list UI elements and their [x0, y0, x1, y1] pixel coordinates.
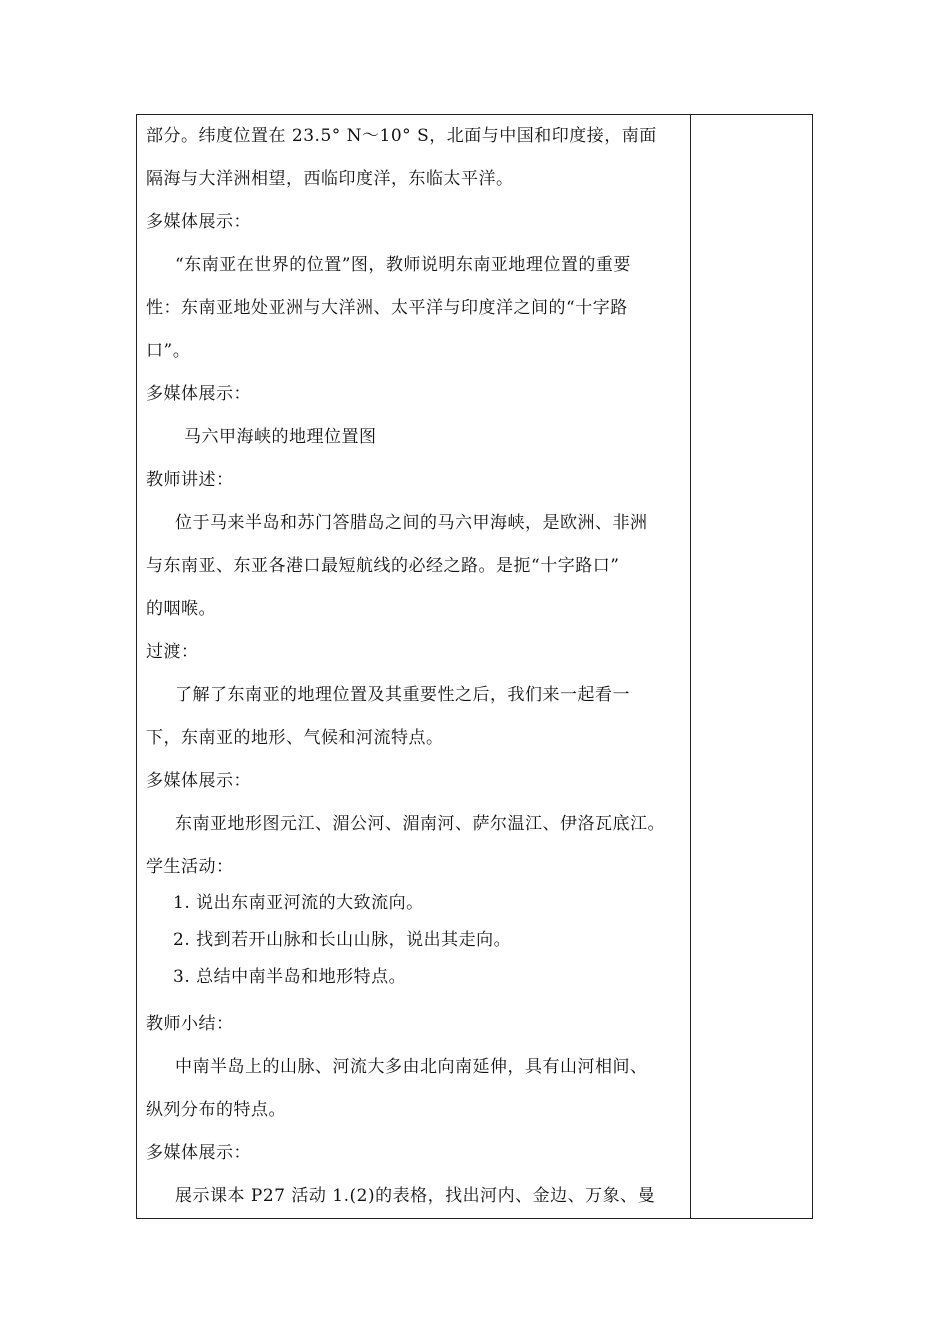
text-line: 中南半岛上的山脉、河流大多由北向南延伸，具有山河相间、 [175, 1057, 648, 1077]
list-item: 3. 总结中南半岛和地形特点。 [173, 967, 407, 987]
lesson-table [136, 114, 813, 1219]
text-line: “东南亚在世界的位置”图，教师说明东南亚地理位置的重要 [175, 255, 631, 275]
text-line: 部分。纬度位置在 23.5° N～10° S，北面与中国和印度接，南面 [146, 126, 657, 146]
text-line: 展示课本 P27 活动 1.(2)的表格，找出河内、金边、万象、曼 [175, 1186, 656, 1206]
text-line: 了解了东南亚的地理位置及其重要性之后，我们来一起看一 [175, 685, 630, 705]
section-heading: 过渡： [146, 642, 199, 662]
section-heading: 教师讲述： [146, 470, 234, 490]
section-heading: 多媒体展示： [146, 212, 251, 232]
section-heading: 学生活动： [146, 857, 234, 877]
column-divider [690, 115, 691, 1218]
section-heading: 多媒体展示： [146, 384, 251, 404]
text-line: 与东南亚、东亚各港口最短航线的必经之路。是扼“十字路口” [146, 556, 620, 576]
section-heading: 多媒体展示： [146, 771, 251, 791]
text-line: 马六甲海峡的地理位置图 [184, 427, 377, 447]
text-line: 性：东南亚地处亚洲与大洋洲、太平洋与印度洋之间的“十字路 [146, 298, 628, 318]
text-line: 纵列分布的特点。 [146, 1100, 286, 1120]
text-line: 下，东南亚的地形、气候和河流特点。 [146, 728, 444, 748]
list-item: 1. 说出东南亚河流的大致流向。 [173, 893, 424, 913]
text-line: 东南亚地形图元江、湄公河、湄南河、萨尔温江、伊洛瓦底江。 [175, 814, 665, 834]
text-line: 的咽喉。 [146, 599, 216, 619]
section-heading: 多媒体展示： [146, 1143, 251, 1163]
text-line: 隔海与大洋洲相望，西临印度洋，东临太平洋。 [146, 169, 514, 189]
section-heading: 教师小结： [146, 1014, 234, 1034]
text-line: 位于马来半岛和苏门答腊岛之间的马六甲海峡，是欧洲、非洲 [175, 513, 648, 533]
text-line: 口”。 [146, 341, 191, 361]
list-item: 2. 找到若开山脉和长山山脉，说出其走向。 [173, 930, 512, 950]
